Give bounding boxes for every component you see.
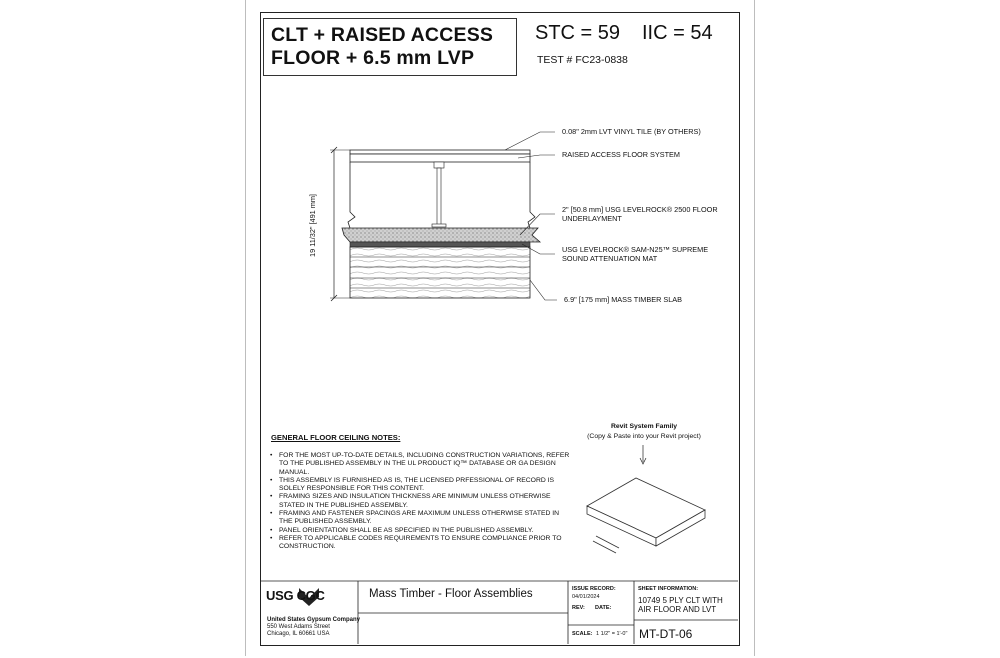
label-levelrock-2: UNDERLAYMENT bbox=[562, 214, 622, 223]
overall-dimension-line bbox=[330, 147, 350, 301]
scale-value: 1 1/2" = 1'-0" bbox=[596, 631, 628, 637]
iic-rating: IIC = 54 bbox=[642, 22, 713, 44]
label-access-floor: RAISED ACCESS FLOOR SYSTEM bbox=[562, 150, 680, 159]
label-timber-slab: 6.9" [175 mm] MASS TIMBER SLAB bbox=[564, 295, 683, 304]
note-item: • FRAMING AND FASTENER SPACINGS ARE MAXIMUM UNLESS OTHERWISE STATED IN THE PUBLISHED ASSEMBLY. bbox=[270, 510, 570, 527]
sound-attenuation-mat bbox=[350, 242, 530, 247]
note-item: • THIS ASSEMBLY IS FURNISHED AS IS, THE LICENSED PRFESSIONAL OF RECORD IS SOLELY RESPONSIBLE FOR THIS CONTENT. bbox=[270, 477, 570, 494]
sheet-number: MT-DT-06 bbox=[639, 627, 693, 641]
notes-list bbox=[270, 452, 570, 552]
company-address-line1: 550 West Adams Street bbox=[267, 624, 330, 630]
sheet-info-label: SHEET INFORMATION: bbox=[638, 586, 699, 592]
company-logo: USG CGC bbox=[266, 588, 325, 603]
label-sound-mat-1: USG LEVELROCK® SAM-N25™ SUPREME bbox=[562, 245, 709, 254]
notes-heading: GENERAL FLOOR CEILING NOTES: bbox=[271, 433, 401, 442]
series-title: Mass Timber - Floor Assemblies bbox=[369, 588, 533, 600]
cavity-break-lines bbox=[348, 162, 535, 228]
company-address-line2: Chicago, IL 60661 USA bbox=[267, 631, 330, 637]
issue-record-label: ISSUE RECORD: bbox=[572, 586, 616, 592]
sheet-description-line1: 10749 5 PLY CLT WITH bbox=[638, 596, 723, 605]
revit-subheading: (Copy & Paste into your Revit project) bbox=[587, 433, 701, 440]
access-floor-panel bbox=[350, 154, 530, 162]
clt-slab bbox=[350, 247, 530, 298]
note-item: • FRAMING SIZES AND INSULATION THICKNESS ARE MINIMUM UNLESS OTHERWISE STATED IN THE PUBLISHED ASSEMBLY. bbox=[270, 493, 570, 510]
access-floor-pedestal bbox=[432, 162, 446, 227]
lvt-layer bbox=[350, 150, 530, 154]
issue-date: 04/01/2024 bbox=[572, 594, 600, 600]
scale-label: SCALE: bbox=[572, 631, 593, 637]
test-number: TEST # FC23-0838 bbox=[537, 54, 628, 66]
sheet-description-line2: AIR FLOOR AND LVT bbox=[638, 605, 717, 614]
dimension-text: 19 11/32" [491 mm] bbox=[307, 194, 317, 257]
assembly-title-line2: FLOOR + 6.5 mm LVP bbox=[271, 47, 475, 69]
note-item: • FOR THE MOST UP-TO-DATE DETAILS, INCLUDING CONSTRUCTION VARIATIONS, REFER TO THE PUBLISHED ASSEMBLY IN THE UL PRODUCT IQ™ DATABASE OR GA DESIGN MANUAL. bbox=[270, 452, 570, 477]
date-label: DATE: bbox=[595, 605, 612, 611]
label-sound-mat-2: SOUND ATTENUATION MAT bbox=[562, 254, 658, 263]
note-item: • PANEL ORIENTATION SHALL BE AS SPECIFIED IN THE PUBLISHED ASSEMBLY. bbox=[270, 527, 570, 535]
revit-panel-isometric bbox=[587, 478, 705, 553]
label-lvt-tile: 0.08" 2mm LVT VINYL TILE (BY OTHERS) bbox=[562, 127, 701, 136]
note-item: • REFER TO APPLICABLE CODES REQUIREMENTS TO ENSURE COMPLIANCE PRIOR TO CONSTRUCTION. bbox=[270, 535, 570, 552]
rev-label: REV: bbox=[572, 605, 585, 611]
assembly-title-line1: CLT + RAISED ACCESS bbox=[271, 24, 494, 46]
levelrock-underlayment bbox=[342, 228, 540, 242]
stc-rating: STC = 59 bbox=[535, 22, 621, 44]
revit-heading: Revit System Family bbox=[610, 423, 678, 430]
revit-arrow bbox=[640, 445, 646, 464]
label-levelrock-1: 2" [50.8 mm] USG LEVELROCK® 2500 FLOOR bbox=[562, 205, 718, 214]
company-name: United States Gypsum Company bbox=[267, 617, 361, 623]
